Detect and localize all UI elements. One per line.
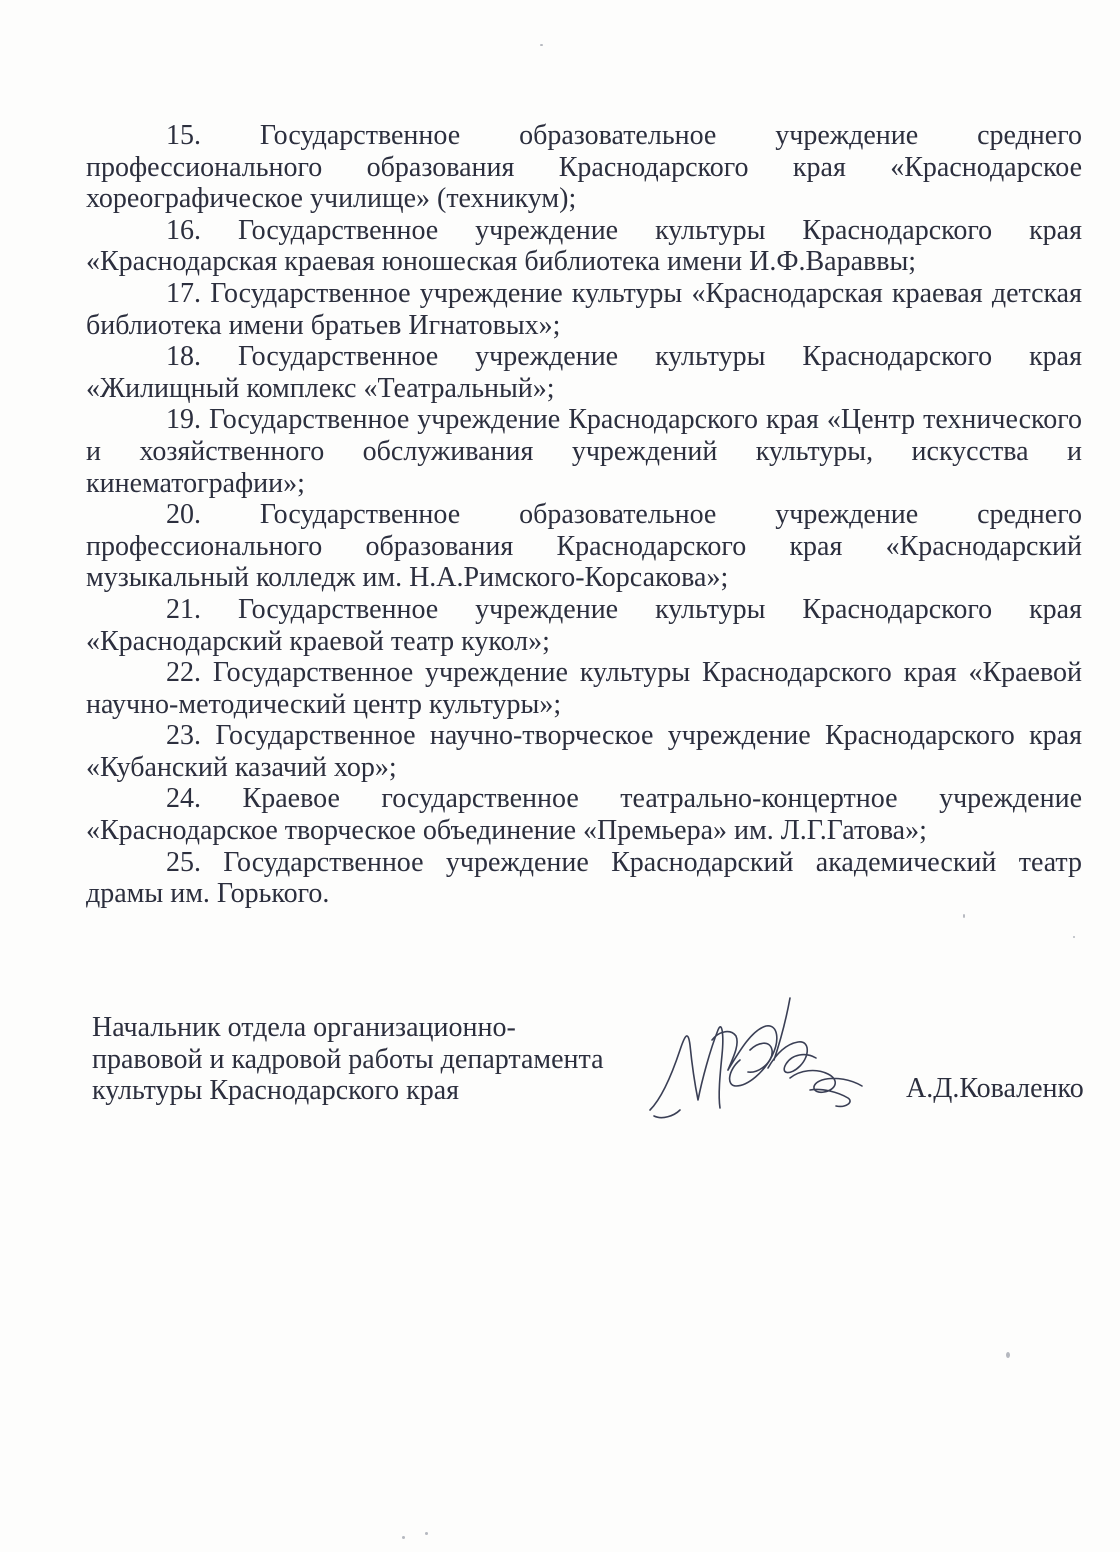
list-item-25: 25. Государственное учреждение Краснодарский академический театр драмы им. Горького.	[86, 846, 1082, 910]
list-item-15: 15. Государственное образовательное учреждение среднего профессионального образования Краснодарского края «Краснодарское хореографическое училище» (техникум);	[86, 120, 1082, 215]
institutions-list	[86, 120, 1082, 910]
list-item-22: 22. Государственное учреждение культуры Краснодарского края «Краевой научно-методический центр культуры»;	[86, 657, 1082, 720]
list-item-17: 17. Государственное учреждение культуры «Краснодарская краевая детская библиотека имени братьев Игнатовых»;	[86, 277, 1082, 341]
signatory-title	[92, 1012, 652, 1107]
scan-speck	[963, 914, 965, 918]
list-item-18: 18. Государственное учреждение культуры Краснодарского края «Жилищный комплекс «Театральный»;	[86, 341, 1082, 404]
signatory-name: А.Д.Коваленко	[906, 1073, 1084, 1104]
signatory-title-line-3: культуры Краснодарского края	[92, 1075, 460, 1106]
handwritten-signature	[640, 990, 890, 1140]
list-item-21: 21. Государственное учреждение культуры Краснодарского края «Краснодарский краевой театр кукол»;	[86, 593, 1082, 657]
list-item-20: 20. Государственное образовательное учреждение среднего профессионального образования Краснодарского края «Краснодарский музыкальный колледж им. Н.А.Римского-Корсакова»;	[86, 499, 1082, 594]
scan-speck	[425, 1532, 428, 1535]
list-item-16: 16. Государственное учреждение культуры Краснодарского края «Краснодарская краевая юношеская библиотека имени И.Ф.Вараввы;	[86, 214, 1082, 278]
scan-speck	[540, 44, 543, 46]
list-item-19: 19. Государственное учреждение Краснодарского края «Центр технического и хозяйственного обслуживания учреждений культуры, искусства и кинематографии»;	[86, 404, 1082, 499]
scan-speck	[1006, 1352, 1010, 1358]
list-item-24: 24. Краевое государственное театрально-концертное учреждение «Краснодарское творческое объединение «Премьера» им. Л.Г.Гатова»;	[86, 783, 1082, 847]
scan-speck	[1073, 936, 1075, 938]
list-item-23: 23. Государственное научно-творческое учреждение Краснодарского края «Кубанский казачий хор»;	[86, 720, 1082, 783]
signatory-title-line-1: Начальник отдела организационно-	[92, 1012, 516, 1043]
signatory-title-line-2: правовой и кадровой работы департамента	[92, 1043, 604, 1075]
scan-speck	[402, 1536, 405, 1539]
